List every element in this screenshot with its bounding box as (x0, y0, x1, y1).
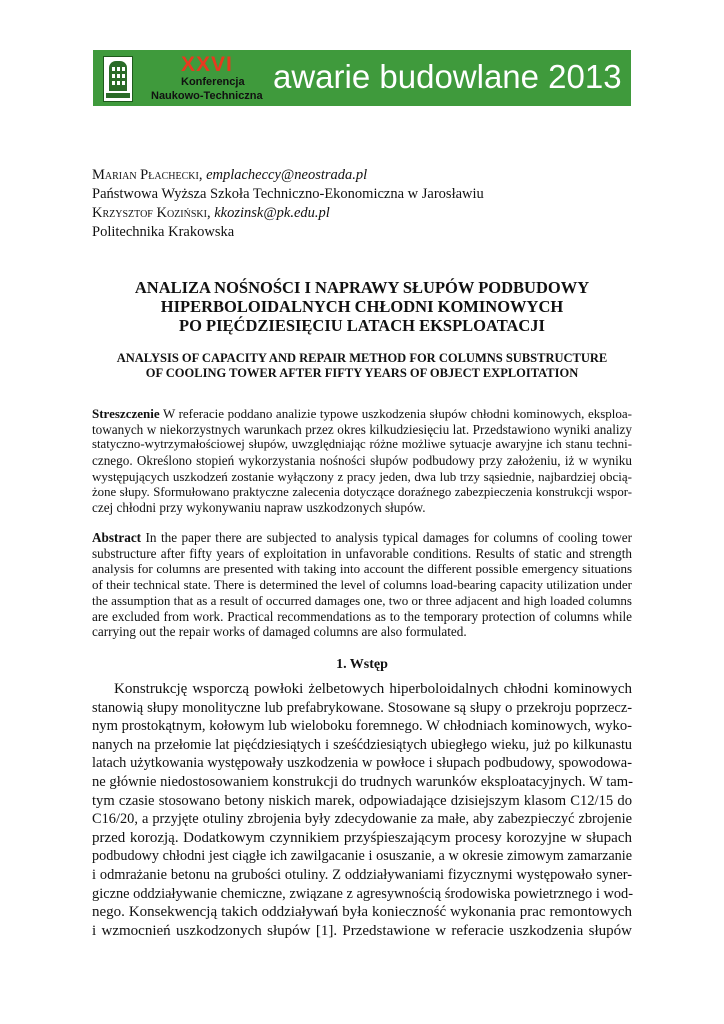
author2-email: kkozinsk@pk.edu.pl (214, 205, 330, 221)
author-block (92, 166, 632, 242)
body-line: latach użytkowania występowały uszkodzenia w powłoce i słupach podbudowy, spowodowa- (92, 755, 632, 772)
paper-title-polish (92, 278, 632, 335)
affiliation-2: Politechnika Krakowska (92, 224, 235, 240)
abstract-line: the assumption that as a result of occurred damages one, two or three adjacent and high loaded columns (92, 592, 632, 608)
title-en-line: ANALYSIS OF CAPACITY AND REPAIR METHOD FOR COLUMNS SUBSTRUCTURE (116, 351, 608, 365)
section-heading: 1. Wstęp (336, 657, 388, 672)
conference-label-line2: Naukowo-Techniczna (151, 90, 263, 102)
body-line: i wzmocnień uszkodzonych słupów [1]. Przedstawione w referacie uszkodzenia słupów (92, 922, 632, 939)
body-line: i odmrażanie betonu na grubości otuliny. Z oddziaływaniami fizycznymi występowało syner- (92, 866, 632, 883)
streszczenie-label: Streszczenie (92, 406, 160, 421)
author1-email: emplacheccy@neostrada.pl (206, 167, 368, 183)
streszczenie-line: Streszczenie W referacie poddano analizie typowe uszkodzenia słupów chłodni kominowych, eksploa- (92, 406, 632, 421)
body-line: tym czasie stosowano betony niskich marek, odpowiadające dzisiejszym klasom C12/15 do (92, 792, 632, 809)
conference-label-line1: Konferencja (181, 76, 245, 88)
body-line: nego. Konsekwencją takich oddziaływań była konieczność wykonania prac remontowych (92, 904, 632, 921)
streszczenie-line: cznego. Określono stopień wykorzystania nośności słupów podbudowy przy założeniu, iż w wyniku (92, 453, 632, 469)
abstract-line: are excluded from work. Practical recommendations as to the temporary protection of columns while (92, 608, 632, 624)
body-line: Konstrukcję wsporczą powłoki żelbetowych hiperboloidalnych chłodni kominowych (114, 681, 632, 697)
body-line: przed korozją. Dodatkowym czynnikiem przyśpieszającym procesy korozyjne w słupach (92, 829, 632, 846)
title-en-line: OF COOLING TOWER AFTER FIFTY YEARS OF OBJECT EXPLOITATION (145, 366, 579, 380)
author-line-1: Marian Płachecki, emplacheccy@neostrada.pl (92, 167, 368, 183)
conference-edition: XXVI (181, 53, 233, 76)
abstract-paragraph (92, 530, 632, 640)
streszczenie-line: żone słupy. Sformułowano praktyczne zalecenia dotyczące doraźnego zabezpieczenia konstrukcji wspor- (92, 484, 632, 499)
abstract-line: analysis for columns are presented with taking into account the different possible emergency situations (92, 561, 632, 577)
body-line: stanowią słupy monolityczne lub prefabrykowane. Stosowane są słupy o przekroju poprzecz- (92, 699, 632, 716)
streszczenie-line: towanych w niekorzystnych warunkach przez okres kilkudziesięciu lat. Przedstawiono wyniki analizy (92, 421, 632, 437)
abstract-line: Abstract In the paper there are subjected to analysis typical damages for columns of cooling tower (92, 530, 632, 545)
author2-name: Krzysztof Koziński (92, 205, 207, 221)
conference-banner (93, 50, 631, 106)
body-line: nym prostokątnym, kołowym lub wieloboku foremnego. W chłodniach kominowych, wyko- (92, 718, 632, 735)
abstract-label: Abstract (92, 530, 142, 545)
title-pl-line: HIPERBOLOIDALNYCH CHŁODNI KOMINOWYCH (160, 297, 564, 316)
abstract-line: of their technical state. There is determined the level of columns load-bearing capacity utilization under (92, 577, 632, 593)
abstract-line: substructure after fifty years of exploitation in unfavorable conditions. Results of static and strength (92, 545, 632, 561)
abstract-line: carrying out the repair works of damaged columns are also formulated. (92, 624, 467, 640)
body-line: podbudowy chłodni jest ciągłe ich zawilgacanie i osuszanie, a w okresie zimowym zamarzanie (92, 848, 632, 865)
title-pl-line: ANALIZA NOŚNOŚCI I NAPRAWY SŁUPÓW PODBUDOWY (134, 278, 590, 297)
body-line: C16/20, a przyjęte otuliny zbrojenia były zdecydowanie za małe, aby zabezpieczyć zbrojenie (92, 811, 632, 828)
body-line: giczne oddziaływanie chemiczne, związane z agresywnością środowiska powietrznego i wod- (92, 885, 634, 902)
streszczenie-line: czej chłodni przy wykonywaniu napraw uszkodzonych słupów. (92, 500, 426, 516)
paper-title-english (92, 351, 632, 381)
section-body (92, 680, 632, 940)
title-pl-line: PO PIĘĆDZIESIĘCIU LATACH EKSPLOATACJI (179, 316, 545, 335)
body-line: nanych na przełomie lat pięćdziesiątych i sześćdziesiątych ubiegłego wieku, już po kilkunastu (92, 736, 632, 753)
streszczenie-line: statyczno-wytrzymałościowej słupów, uwzględniając różne możliwe sytuacje awaryjne ich stanu techni- (92, 437, 632, 452)
body-line: ne głównie niedostosowaniem konstrukcji do trudnych warunków eksploatacyjnych. W tam- (92, 773, 633, 790)
author1-name: Marian Płachecki (92, 167, 199, 183)
conference-title: awarie budowlane 2013 (273, 58, 622, 95)
streszczenie-line: występujących uszkodzeń zostanie wyłączony z pracy jeden, dwa lub trzy sąsiednie, najbardziej obcią- (92, 468, 632, 484)
author-line-2: Krzysztof Koziński, kkozinsk@pk.edu.pl (92, 205, 330, 221)
streszczenie-paragraph (92, 406, 632, 516)
affiliation-1: Państwowa Wyższa Szkoła Techniczno-Ekonomiczna w Jarosławiu (92, 186, 484, 202)
cooling-tower-building-icon (103, 56, 133, 102)
